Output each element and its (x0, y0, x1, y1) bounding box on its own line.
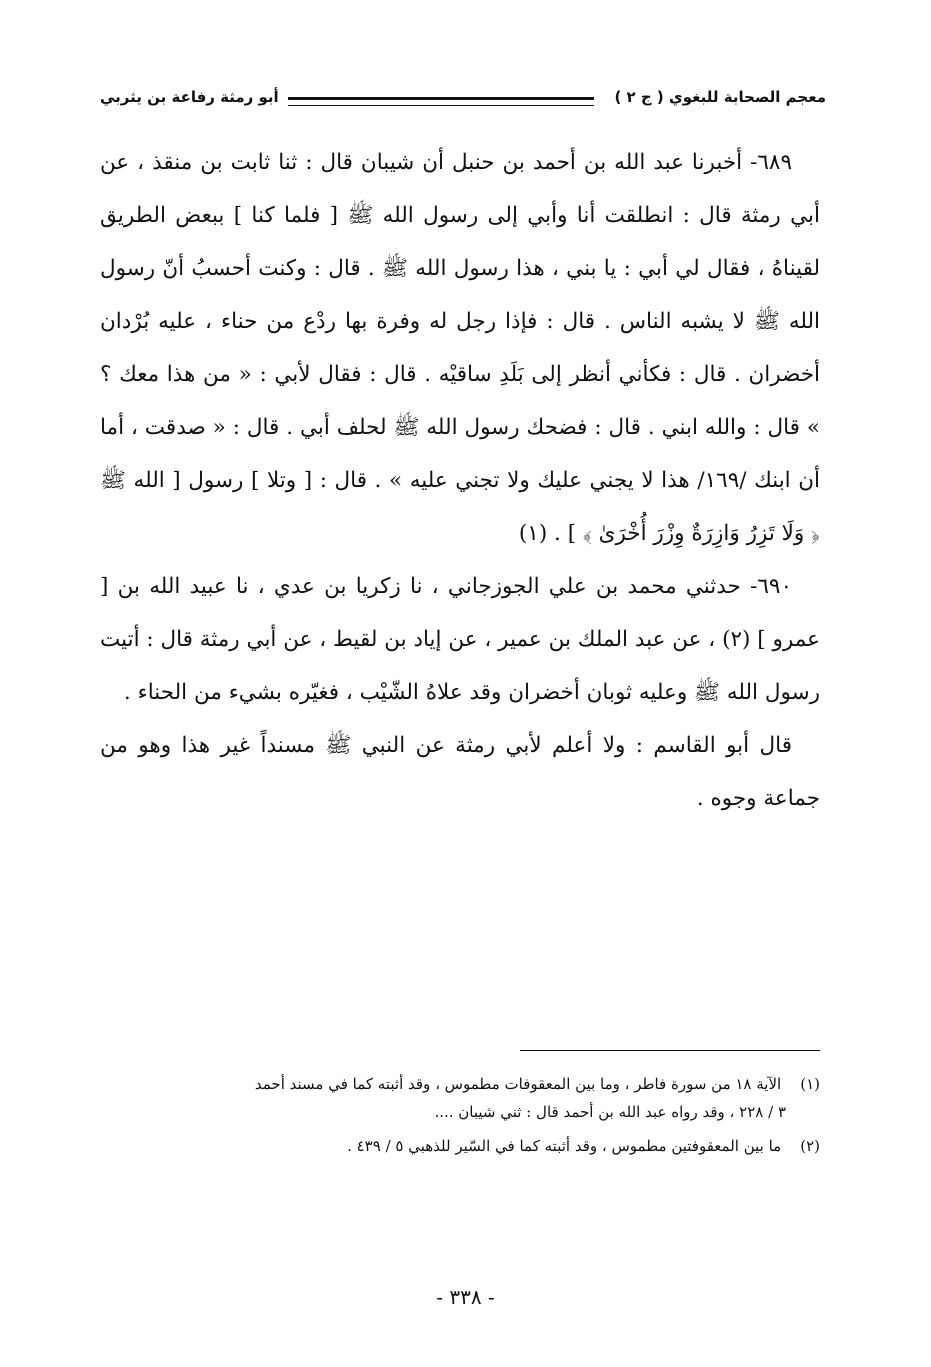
paragraph-hadith-690: ٦٩٠- حدثني محمد بن علي الجوزجاني ، نا زكريا بن عدي ، نا عبيد الله بن [ عمرو ] (٢) ، عن عبد الملك بن عمير ، عن إياد بن لقيط ، عن أبي رمثة قال : أتيت رسول الله ﷺ وعليه ثوبان أخضران وقد علاهُ الشّيْب ، فغيّره بشيء من الحناء . (100, 574, 820, 705)
paragraph-hadith-689: ٦٨٩- أخبرنا عبد الله بن أحمد بن حنبل أن شيبان قال : ثنا ثابت بن منقذ ، عن أبي رمثة قال : انطلقت أنا وأبي إلى رسول الله ﷺ [ فلما كنا ] ببعض الطريق لقيناهُ ، فقال لي أبي : يا بني ، هذا رسول الله ﷺ . قال : وكنت أحسبُ أنّ رسول الله ﷺ لا يشبه الناس . قال : فإذا رجل له وفرة بها ردْع من حناء ، عليه بُرْدان أخضران . قال : فكأني أنظر إلى بَلَدِ ساقيْه . قال : فقال لأبي : « من هذا معك ؟ » قال : والله ابني . قال : فضحك رسول الله ﷺ لحلف أبي . قال : « صدقت ، أما أن ابنك /١٦٩/ هذا لا يجني عليك ولا تجني عليه » . قال : [ وتلا ] رسول [ الله ﷺ ﴿ وَلَا تَزِرُ وَازِرَةٌ وِزْرَ أُخْرَىٰ ﴾ ] . (١) (100, 150, 821, 546)
running-header (100, 84, 826, 118)
footnote-text: ما بين المعقوفتين مطموس ، وقد أثبته كما في السّير للذهبي ٥ / ٤٣٩ . (347, 1137, 782, 1155)
paragraph-closing-remark: قال أبو القاسم : ولا أعلم لأبي رمثة عن النبي ﷺ مسنداً غير هذا وهو من جماعة وجوه . (100, 733, 820, 811)
main-text (100, 136, 820, 825)
footnote-text: الآية ١٨ من سورة فاطر ، وما بين المعقوفات مطموس ، وقد أثبته كما في مسند أحمد (254, 1075, 782, 1093)
page-number: - ٣٣٨ - (436, 1285, 495, 1309)
footnote-number: (١) (800, 1075, 820, 1093)
header-book-title: معجم الصحابة للبغوي ( ج ٢ ) (614, 88, 826, 106)
footnote-number: (٢) (800, 1137, 820, 1155)
header-rule (288, 97, 594, 106)
footnotes (100, 1070, 820, 1166)
footnote-continuation: ٣ / ٢٢٨ ، وقد رواه عبد الله بن أحمد قال : ثني شيبان .... (434, 1103, 786, 1121)
header-chapter-title: أبو رمثة رفاعة بن يثربي (100, 88, 279, 106)
footnote-2 (100, 1132, 820, 1160)
footnote-separator (520, 1050, 820, 1051)
footnote-1 (100, 1070, 820, 1126)
